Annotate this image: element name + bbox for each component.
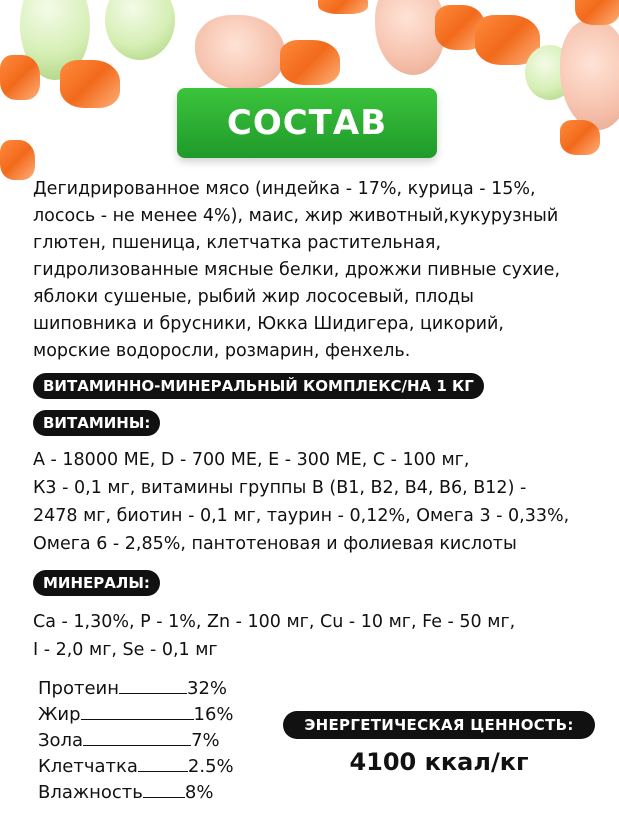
- nutrient-value: 8%: [184, 782, 214, 803]
- nutrient-row-moisture: [38, 780, 278, 806]
- nutrient-value: 32%: [187, 678, 228, 699]
- composition-line: гидролизованные мясные белки, дрожжи пивные сухие,: [33, 260, 561, 280]
- vitamin-complex-label: ВИТАМИННО-МИНЕРАЛЬНЫЙ КОМПЛЕКС/НА 1 КГ: [33, 373, 484, 399]
- minerals-label: МИНЕРАЛЫ:: [33, 570, 160, 596]
- nutrient-row-protein: [38, 676, 278, 702]
- composition-text: [33, 176, 603, 365]
- nutrient-name: Влажность: [38, 782, 143, 803]
- salmon-piece-image: [318, 0, 368, 14]
- composition-line: Дегидрированное мясо (индейка - 17%, курица - 15%,: [33, 179, 536, 199]
- composition-line: морские водоросли, розмарин, фенхель.: [33, 341, 411, 361]
- chicken-drumstick-image: [560, 20, 619, 130]
- vitamins-line: 2478 мг, биотин - 0,1 мг, таурин - 0,12%, Омега 3 - 0,33%,: [33, 506, 570, 526]
- salmon-piece-image: [575, 0, 619, 25]
- leader-line: [81, 704, 194, 720]
- nutrient-name: Зола: [38, 730, 84, 751]
- nutrient-name: Жир: [38, 704, 81, 725]
- vitamins-line: A - 18000 МЕ, D - 700 МЕ, E - 300 МЕ, С - 100 мг,: [33, 450, 470, 470]
- composition-line: глютен, пшеница, клетчатка растительная,: [33, 233, 442, 253]
- leader-line: [83, 730, 191, 746]
- apple-slice-image: [105, 0, 175, 60]
- vitamins-text: [33, 446, 608, 558]
- vitamins-line: К3 - 0,1 мг, витамины группы В (В1, В2, В4, В6, В12) -: [33, 478, 527, 498]
- salmon-piece-image: [0, 55, 40, 100]
- energy-value: 4100 ккал/кг: [349, 748, 529, 776]
- salmon-piece-image: [0, 140, 35, 180]
- composition-line: яблоки сушеные, рыбий жир лососевый, плоды: [33, 287, 474, 307]
- page-title: СОСТАВ: [177, 88, 437, 158]
- leader-line: [119, 678, 187, 694]
- salmon-piece-image: [60, 60, 120, 108]
- nutrient-value: 2.5%: [187, 756, 234, 777]
- nutrient-list: [38, 676, 278, 806]
- vitamins-label: ВИТАМИНЫ:: [33, 410, 160, 436]
- nutrient-name: Клетчатка: [38, 756, 138, 777]
- composition-line: лосось - не менее 4%), маис, жир животный,кукурузный: [33, 206, 559, 226]
- leader-line: [143, 782, 185, 798]
- salmon-piece-image: [560, 120, 600, 155]
- chicken-drumstick-image: [195, 15, 285, 90]
- minerals-text: [33, 608, 608, 664]
- energy-label: ЭНЕРГЕТИЧЕСКАЯ ЦЕННОСТЬ:: [283, 711, 595, 739]
- minerals-line: I - 2,0 мг, Se - 0,1 мг: [33, 640, 218, 660]
- leader-line: [138, 756, 188, 772]
- chicken-drumstick-image: [375, 0, 445, 75]
- minerals-line: Ca - 1,30%, P - 1%, Zn - 100 мг, Cu - 10 мг, Fe - 50 мг,: [33, 612, 516, 632]
- nutrient-name: Протеин: [38, 678, 119, 699]
- nutrient-value: 7%: [191, 730, 220, 751]
- nutrient-row-ash: [38, 728, 278, 754]
- nutrient-row-fiber: [38, 754, 278, 780]
- nutrient-row-fat: [38, 702, 278, 728]
- nutrient-value: 16%: [193, 704, 234, 725]
- vitamins-line: Омега 6 - 2,85%, пантотеновая и фолиевая кислоты: [33, 534, 517, 554]
- composition-line: шиповника и брусники, Юкка Шидигера, цикорий,: [33, 314, 504, 334]
- salmon-piece-image: [280, 40, 340, 85]
